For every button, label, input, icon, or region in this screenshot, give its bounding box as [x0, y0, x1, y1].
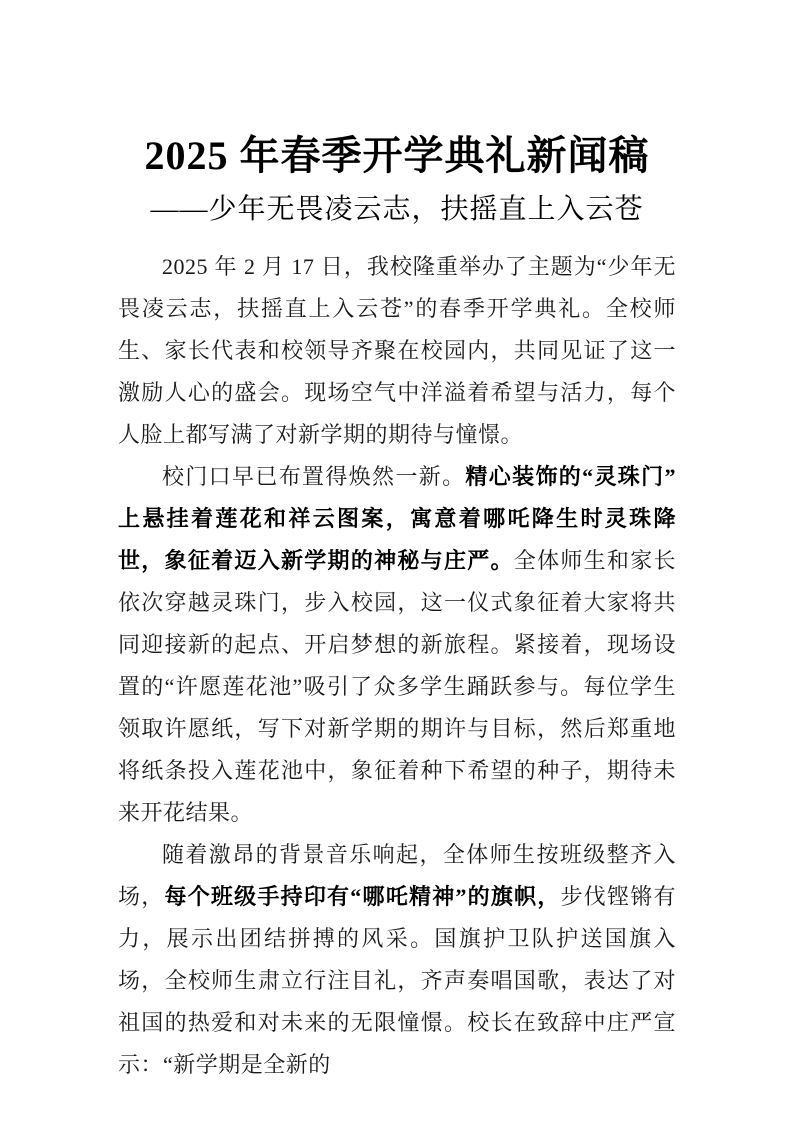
text-run: 校门口早已布置得焕然一新。	[162, 464, 466, 489]
bold-text-run: 精心装饰的“灵珠门”上悬挂着莲花和祥云图案，寓意着哪吒降生时灵珠降世，象征着迈入新学期的神秘与庄严。	[118, 464, 676, 573]
document-title: 2025 年春季开学典礼新闻稿	[144, 133, 650, 178]
document-subtitle: ——少年无畏凌云志，扶摇直上入云苍	[150, 194, 644, 225]
text-run: 步伐铿锵有力，展示出团结拼搏的风采。国旗护卫队护送国旗入场，全校师生肃立行注目礼，齐声奏唱国歌，表达了对祖国的热爱和对未来的无限憧憬。校长在致辞中庄严宣示：“新学期是全新的	[118, 884, 676, 1077]
paragraph	[118, 456, 676, 834]
text-run: 2025 年 2 月 17 日，我校隆重举办了主题为“少年无畏凌云志，扶摇直上入云苍”的春季开学典礼。全校师生、家长代表和校领导齐聚在校园内，共同见证了这一激励人心的盛会。现场空气中洋溢着希望与活力，每个人脸上都写满了对新学期的期待与憧憬。	[118, 254, 676, 447]
text-run: 随着激昂的背景音乐响起，全体师生按班级整齐入场，	[118, 842, 676, 909]
document-body	[118, 246, 676, 1086]
paragraph	[118, 834, 676, 1086]
paragraph	[118, 246, 676, 456]
text-run: 全体师生和家长依次穿越灵珠门，步入校园，这一仪式象征着大家将共同迎接新的起点、开启梦想的新旅程。紧接着，现场设置的“许愿莲花池”吸引了众多学生踊跃参与。每位学生领取许愿纸，写下对新学期的期许与目标，然后郑重地将纸条投入莲花池中，象征着种下希望的种子，期待未来开花结果。	[118, 548, 676, 825]
bold-text-run: 每个班级手持印有“哪吒精神”的旗帜，	[164, 884, 561, 909]
